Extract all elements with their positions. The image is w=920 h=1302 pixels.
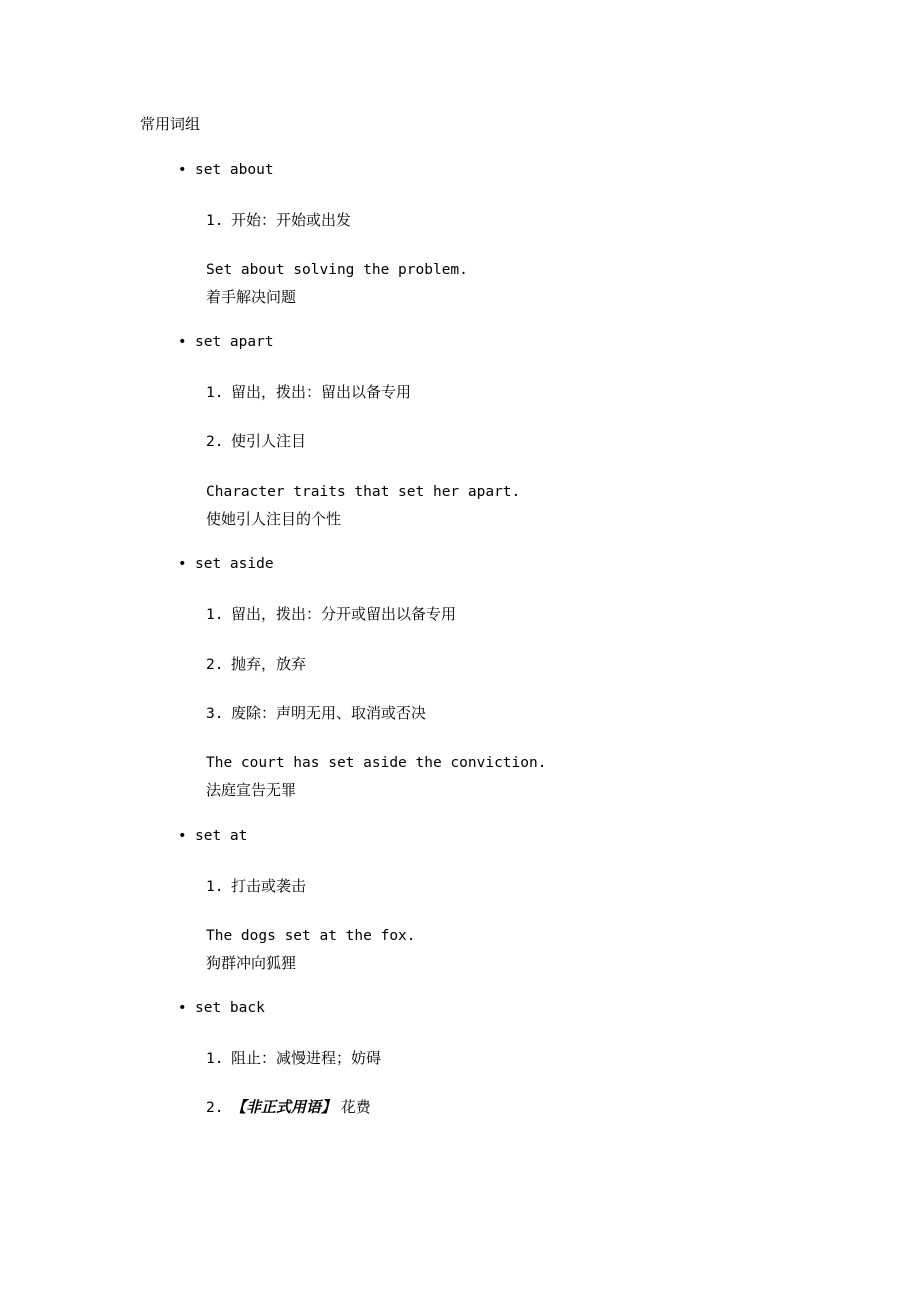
entry-phrase (178, 332, 274, 352)
sense-text: 抛弃，放弃 (231, 655, 307, 673)
sense-text: 打击或袭击 (231, 877, 307, 895)
sense-number: 1. (206, 607, 224, 623)
sense-item (206, 382, 411, 403)
sense-text: 废除：声明无用、取消或否决 (231, 704, 427, 722)
entry-phrase (178, 160, 274, 180)
sense-item (206, 703, 426, 724)
example-chinese: 使她引人注目的个性 (206, 510, 342, 528)
sense-item (206, 604, 456, 625)
sense-item (206, 876, 306, 897)
sense-number: 2. (206, 1100, 224, 1116)
sense-text: 使引人注目 (231, 432, 307, 450)
sense-item (206, 654, 306, 675)
phrase-text: set back (195, 1000, 265, 1016)
bullet-icon: • (178, 334, 187, 350)
phrase-text: set apart (195, 334, 274, 350)
entry-phrase (178, 826, 247, 846)
example-english: Character traits that set her apart. (206, 484, 521, 500)
sense-number: 1. (206, 879, 224, 895)
sense-text: 花费 (340, 1098, 371, 1116)
sense-number: 2. (206, 434, 224, 450)
sense-number: 1. (206, 213, 224, 229)
example-english: Set about solving the problem. (206, 262, 468, 278)
sense-item (206, 1097, 371, 1118)
example-chinese: 法庭宣告无罪 (206, 781, 297, 799)
sense-item (206, 210, 351, 231)
sense-text: 阻止：减慢进程；妨碍 (231, 1049, 382, 1067)
sense-item (206, 1048, 381, 1069)
sense-number: 3. (206, 706, 224, 722)
page-title: 常用词组 (140, 115, 201, 133)
bullet-icon: • (178, 556, 187, 572)
sense-number: 2. (206, 657, 224, 673)
usage-tag: 【非正式用语】 (231, 1098, 337, 1116)
bullet-icon: • (178, 1000, 187, 1016)
bullet-icon: • (178, 828, 187, 844)
example-english: The court has set aside the conviction. (206, 755, 547, 771)
phrase-text: set aside (195, 556, 274, 572)
sense-text: 留出，拨出：分开或留出以备专用 (231, 605, 457, 623)
entry-phrase (178, 554, 274, 574)
sense-text: 留出，拨出：留出以备专用 (231, 383, 412, 401)
phrase-text: set about (195, 162, 274, 178)
example-chinese: 着手解决问题 (206, 288, 297, 306)
entry-phrase (178, 998, 265, 1018)
sense-item (206, 431, 306, 452)
example-chinese: 狗群冲向狐狸 (206, 954, 297, 972)
sense-number: 1. (206, 1051, 224, 1067)
phrase-text: set at (195, 828, 248, 844)
bullet-icon: • (178, 162, 187, 178)
sense-number: 1. (206, 385, 224, 401)
example-english: The dogs set at the fox. (206, 928, 416, 944)
sense-text: 开始：开始或出发 (231, 211, 352, 229)
